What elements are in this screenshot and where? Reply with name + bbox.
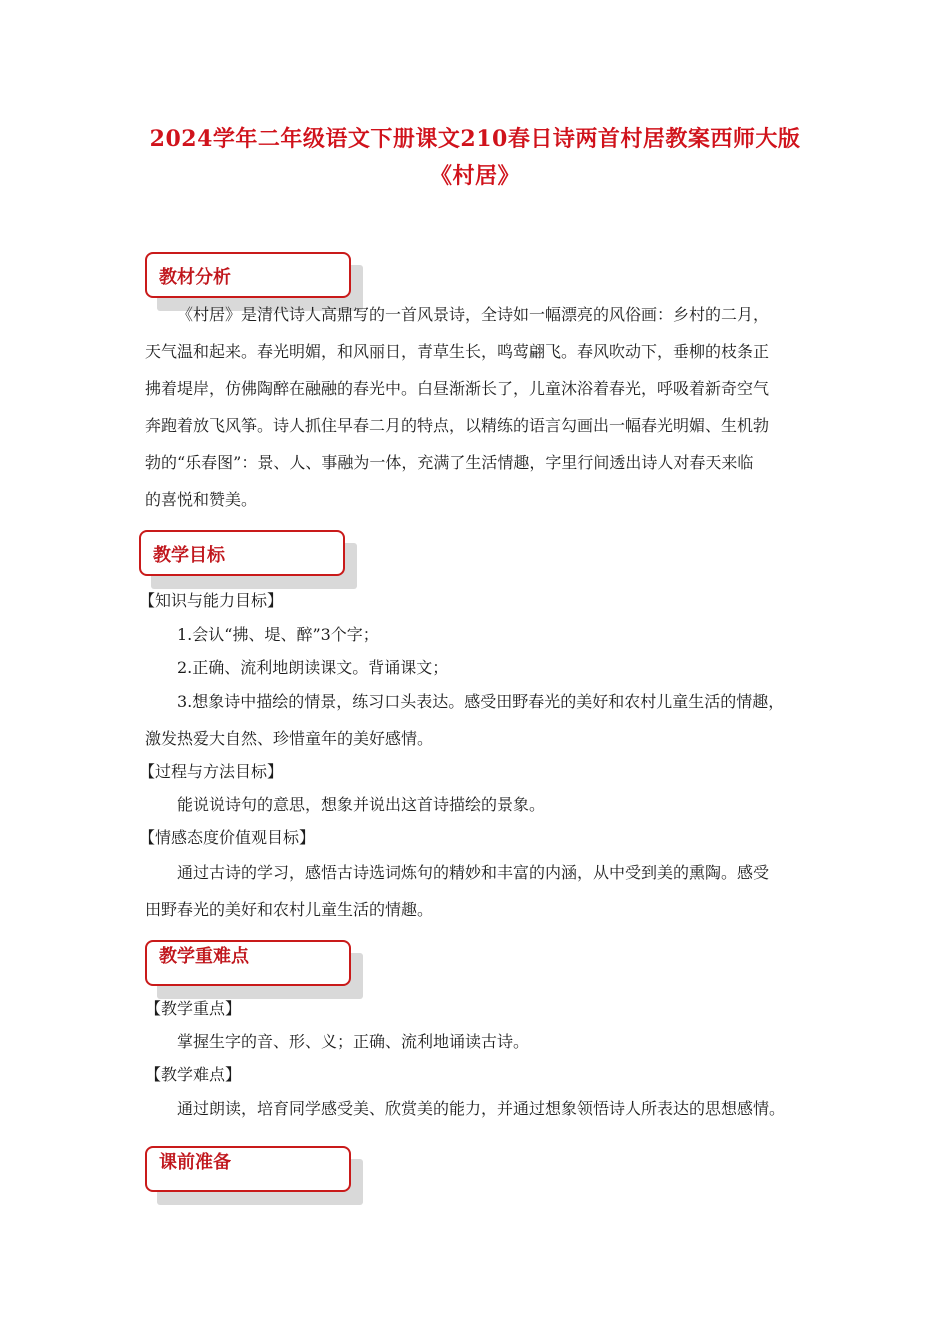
section-heading-analysis: [145, 252, 351, 298]
section-heading-prep: [145, 1146, 351, 1192]
emotion-goal-text: 通过古诗的学习，感悟古诗选词炼句的精妙和丰富的内涵，从中受到美的熏陶。感受: [177, 863, 770, 882]
document-title: 2024学年二年级语文下册课文210春日诗两首村居教案西师大版: [149, 126, 801, 152]
analysis-line: 奔跑着放飞风筝。诗人抓住早春二月的特点，以精练的语言勾画出一幅春光明媚、生机勃: [145, 416, 770, 435]
focus-text: 掌握生字的音、形、义；正确、流利地诵读古诗。: [177, 1032, 530, 1051]
knowledge-goal-item: 激发热爱大自然、珍惜童年的美好感情。: [145, 729, 434, 748]
difficulty-label: 【教学难点】: [145, 1065, 242, 1084]
section-heading-label: 教学目标: [153, 545, 225, 566]
knowledge-goal-item: 1.会认“拂、堤、醉”3个字；: [177, 625, 379, 644]
analysis-line: 拂着堤岸，仿佛陶醉在融融的春光中。白昼渐渐长了，儿童沐浴着春光，呼吸着新奇空气: [145, 379, 770, 398]
knowledge-goal-item: 2.正确、流利地朗读课文。背诵课文；: [177, 658, 449, 677]
difficulty-text: 通过朗读，培育同学感受美、欣赏美的能力，并通过想象领悟诗人所表达的思想感情。: [177, 1099, 786, 1118]
section-heading-goals: [139, 530, 345, 576]
document-subtitle: 《村居》: [429, 163, 520, 189]
process-goal-text: 能说说诗句的意思，想象并说出这首诗描绘的景象。: [177, 795, 546, 814]
emotion-goal-label: 【情感态度价值观目标】: [139, 828, 316, 847]
analysis-line: 的喜悦和赞美。: [145, 490, 258, 509]
section-heading-label: 教学重难点: [159, 946, 249, 967]
section-heading-label: 教材分析: [159, 267, 231, 288]
section-heading-label: 课前准备: [159, 1152, 231, 1173]
focus-label: 【教学重点】: [145, 999, 242, 1018]
process-goal-label: 【过程与方法目标】: [139, 762, 284, 781]
emotion-goal-text: 田野春光的美好和农村儿童生活的情趣。: [145, 900, 434, 919]
knowledge-goal-label: 【知识与能力目标】: [139, 591, 284, 610]
analysis-line: 《村居》是清代诗人高鼎写的一首风景诗，全诗如一幅漂亮的风俗画：乡村的二月，: [177, 305, 770, 324]
section-heading-key-points: [145, 940, 351, 986]
analysis-line: 天气温和起来。春光明媚，和风丽日，青草生长，鸣莺翩飞。春风吹动下，垂柳的枝条正: [145, 342, 770, 361]
analysis-line: 勃的“乐春图”：景、人、事融为一体，充满了生活情趣，字里行间透出诗人对春天来临: [145, 453, 754, 472]
knowledge-goal-item: 3.想象诗中描绘的情景，练习口头表达。感受田野春光的美好和农村儿童生活的情趣，: [177, 692, 785, 711]
